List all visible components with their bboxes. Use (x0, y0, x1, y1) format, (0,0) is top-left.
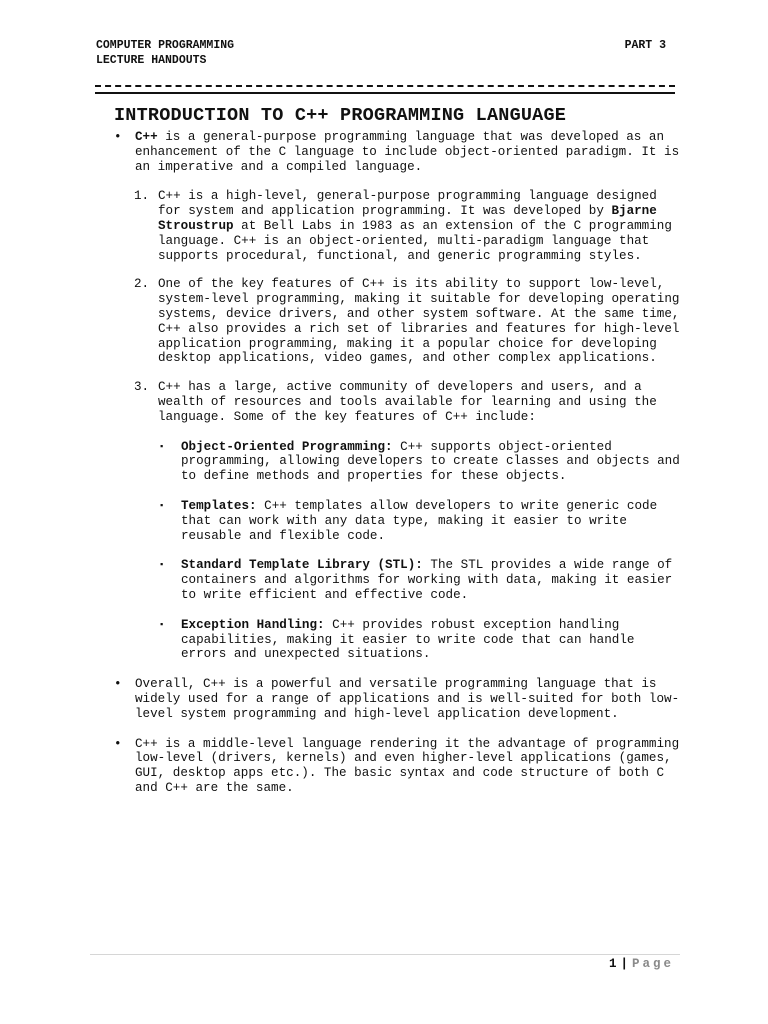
feature-term: Templates: (181, 498, 257, 513)
feature-item (112, 618, 682, 662)
page-number: 1 (608, 957, 617, 971)
feature-term: Standard Template Library (STL): (181, 558, 423, 573)
course-title: COMPUTER PROGRAMMING (96, 39, 235, 52)
square-bullet-icon: ▪ (159, 500, 165, 511)
document-title: INTRODUCTION TO C++ PROGRAMMING LANGUAGE (114, 105, 567, 126)
feature-text: C++ supports object-oriented programming, allowing developers to create classes and objects and to define methods and properties for these objects. (181, 439, 680, 484)
closing-bullet (112, 737, 682, 796)
page-label: Page (631, 957, 674, 971)
footer-separator: | (620, 957, 628, 971)
intro-text: is a general-purpose programming language that was developed as an enhancement of the C language to include object-oriented paradigm. It is an imperative and a compiled language. (135, 130, 680, 174)
part-label: PART 3 (624, 39, 666, 52)
feature-item (112, 440, 682, 484)
item-number: 3. (134, 380, 150, 395)
feature-item (112, 499, 682, 543)
document-body (112, 130, 682, 796)
square-bullet-icon: ▪ (159, 560, 165, 571)
item-number: 2. (134, 277, 150, 292)
footer-rule (90, 954, 680, 955)
feature-item (112, 558, 682, 602)
page-header (96, 38, 666, 68)
feature-text: C++ templates allow developers to write generic code that can work with any data type, making it easier to write reusable and flexible code. (181, 498, 658, 543)
item-text: One of the key features of C++ is its ability to support low-level, system-level programming, making it suitable for developing operating systems, device drivers, and other system software. At the same time, C++ also provides a rich set of libraries and features for high-level application programming, making it a popular choice for developing desktop applications, video games, and other complex applications. (158, 277, 680, 366)
square-bullet-icon: ▪ (159, 619, 165, 630)
item-text-cont: at Bell Labs in 1983 as an extension of the C programming language. C++ is an object-oriented, multi-paradigm language that supports procedural, functional, and generic programming styles. (158, 218, 672, 263)
feature-text: C++ provides robust exception handling capabilities, making it easier to write code that can handle errors and unexpected situations. (181, 617, 635, 662)
item-number: 1. (134, 189, 150, 204)
feature-term: Object-Oriented Programming: (181, 439, 393, 454)
numbered-item (112, 380, 682, 424)
closing-bullet (112, 677, 682, 721)
numbered-item (112, 189, 682, 263)
header-solid-rule (95, 92, 675, 94)
bullet-icon: • (114, 130, 122, 144)
numbered-item (112, 277, 682, 366)
closing-text: Overall, C++ is a powerful and versatile programming language that is widely used for a range of applications and is well-suited for both low-level system programming and high-level application development. (135, 677, 680, 721)
header-dashed-rule (95, 85, 675, 87)
item-text: C++ is a high-level, general-purpose programming language designed for system and application programming. It was developed by (158, 189, 657, 219)
feature-term: Exception Handling: (181, 617, 325, 632)
item-text: C++ has a large, active community of developers and users, and a wealth of resources and tools available for learning and using the language. Some of the key features of C++ include: (158, 380, 657, 424)
feature-text: The STL provides a wide range of containers and algorithms for working with data, making it easier to write efficient and effective code. (181, 558, 673, 602)
intro-bullet (112, 130, 682, 174)
bullet-icon: • (114, 736, 122, 751)
intro-term: C++ (135, 130, 158, 144)
bullet-icon: • (114, 677, 122, 692)
page-footer (609, 957, 674, 971)
closing-text: C++ is a middle-level language rendering it the advantage of programming low-level (drivers, kernels) and even higher-level applications (games, GUI, desktop apps etc.). The basic syntax and code structure of both C and C++ are the same. (135, 736, 680, 795)
inventor-name: Bjarne Stroustrup (158, 204, 657, 233)
handout-subtitle: LECTURE HANDOUTS (96, 54, 207, 67)
square-bullet-icon: ▪ (159, 441, 165, 452)
